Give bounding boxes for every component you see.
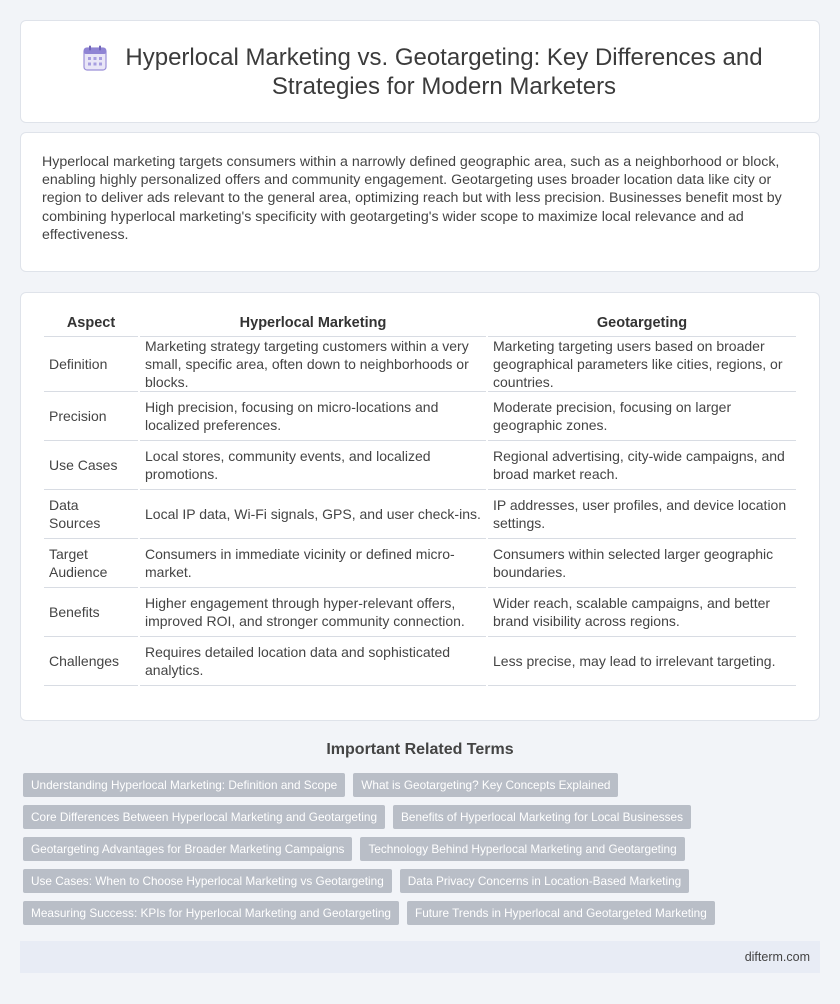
row-geotargeting: Less precise, may lead to irrelevant targeting. — [488, 637, 796, 686]
chip-row — [23, 837, 823, 861]
intro-card — [20, 132, 820, 272]
related-term-link[interactable]: Geotargeting Advantages for Broader Marketing Campaigns — [23, 837, 352, 861]
related-term-link[interactable]: Core Differences Between Hyperlocal Marketing and Geotargeting — [23, 805, 385, 829]
row-aspect: Definition — [44, 337, 138, 392]
table-row — [44, 441, 796, 490]
related-term-link[interactable]: Use Cases: When to Choose Hyperlocal Marketing vs Geotargeting — [23, 869, 392, 893]
row-geotargeting: Moderate precision, focusing on larger geographic zones. — [488, 392, 796, 441]
header-aspect: Aspect — [44, 315, 138, 337]
row-hyperlocal: Local IP data, Wi-Fi signals, GPS, and user check-ins. — [140, 490, 486, 539]
chip-row — [23, 901, 823, 925]
row-aspect: Precision — [44, 392, 138, 441]
row-geotargeting: Regional advertising, city-wide campaigns, and broad market reach. — [488, 441, 796, 490]
row-hyperlocal: Requires detailed location data and sophisticated analytics. — [140, 637, 486, 686]
row-aspect: Use Cases — [44, 441, 138, 490]
related-term-link[interactable]: Technology Behind Hyperlocal Marketing and Geotargeting — [360, 837, 684, 861]
footer-site-link[interactable]: difterm.com — [744, 950, 810, 964]
chip-row — [23, 805, 823, 829]
header-hyperlocal: Hyperlocal Marketing — [140, 315, 486, 337]
row-geotargeting: Consumers within selected larger geographic boundaries. — [488, 539, 796, 588]
table-row — [44, 637, 796, 686]
table-row — [44, 337, 796, 392]
footer — [20, 941, 820, 973]
related-term-link[interactable]: Future Trends in Hyperlocal and Geotargeted Marketing — [407, 901, 715, 925]
row-aspect: Challenges — [44, 637, 138, 686]
comparison-table — [42, 315, 798, 686]
table-header-row — [44, 315, 796, 337]
row-hyperlocal: Local stores, community events, and localized promotions. — [140, 441, 486, 490]
page-title: Hyperlocal Marketing vs. Geotargeting: Key Differences and Strategies for Modern Marketers — [125, 44, 763, 100]
row-hyperlocal: Marketing strategy targeting customers within a very small, specific area, often down to neighborhoods or blocks. — [140, 337, 486, 392]
related-term-link[interactable]: What is Geotargeting? Key Concepts Explained — [353, 773, 618, 797]
related-term-link[interactable]: Benefits of Hyperlocal Marketing for Local Businesses — [393, 805, 691, 829]
table-row — [44, 392, 796, 441]
row-geotargeting: IP addresses, user profiles, and device location settings. — [488, 490, 796, 539]
header-geotargeting: Geotargeting — [488, 315, 796, 337]
row-aspect: Benefits — [44, 588, 138, 637]
table-row — [44, 539, 796, 588]
intro-paragraph: Hyperlocal marketing targets consumers within a narrowly defined geographic area, such as a neighborhood or block, enabling highly personalized offers and community engagement. Geotargeting uses broader location data like city or region to deliver ads relevant to the general area, optimizing reach but with less precision. Businesses benefit most by combining hyperlocal marketing's specificity with geotargeting's wider scope to maximize local relevance and ad effectiveness. — [42, 154, 782, 243]
row-geotargeting: Wider reach, scalable campaigns, and better brand visibility across regions. — [488, 588, 796, 637]
row-hyperlocal: Consumers in immediate vicinity or defined micro-market. — [140, 539, 486, 588]
title-card — [20, 20, 820, 123]
row-geotargeting: Marketing targeting users based on broader geographical parameters like cities, regions, or countries. — [488, 337, 796, 392]
related-term-link[interactable]: Understanding Hyperlocal Marketing: Definition and Scope — [23, 773, 345, 797]
row-hyperlocal: Higher engagement through hyper-relevant offers, improved ROI, and stronger community connection. — [140, 588, 486, 637]
table-row — [44, 588, 796, 637]
row-hyperlocal: High precision, focusing on micro-locations and localized preferences. — [140, 392, 486, 441]
related-term-link[interactable]: Data Privacy Concerns in Location-Based Marketing — [400, 869, 689, 893]
row-aspect: Data Sources — [44, 490, 138, 539]
row-aspect: Target Audience — [44, 539, 138, 588]
comparison-card — [20, 292, 820, 721]
related-term-link[interactable]: Measuring Success: KPIs for Hyperlocal Marketing and Geotargeting — [23, 901, 399, 925]
related-terms-heading: Important Related Terms — [326, 741, 514, 758]
chip-row — [23, 869, 823, 893]
chip-row — [23, 773, 823, 797]
table-row — [44, 490, 796, 539]
related-terms-list — [23, 773, 823, 933]
